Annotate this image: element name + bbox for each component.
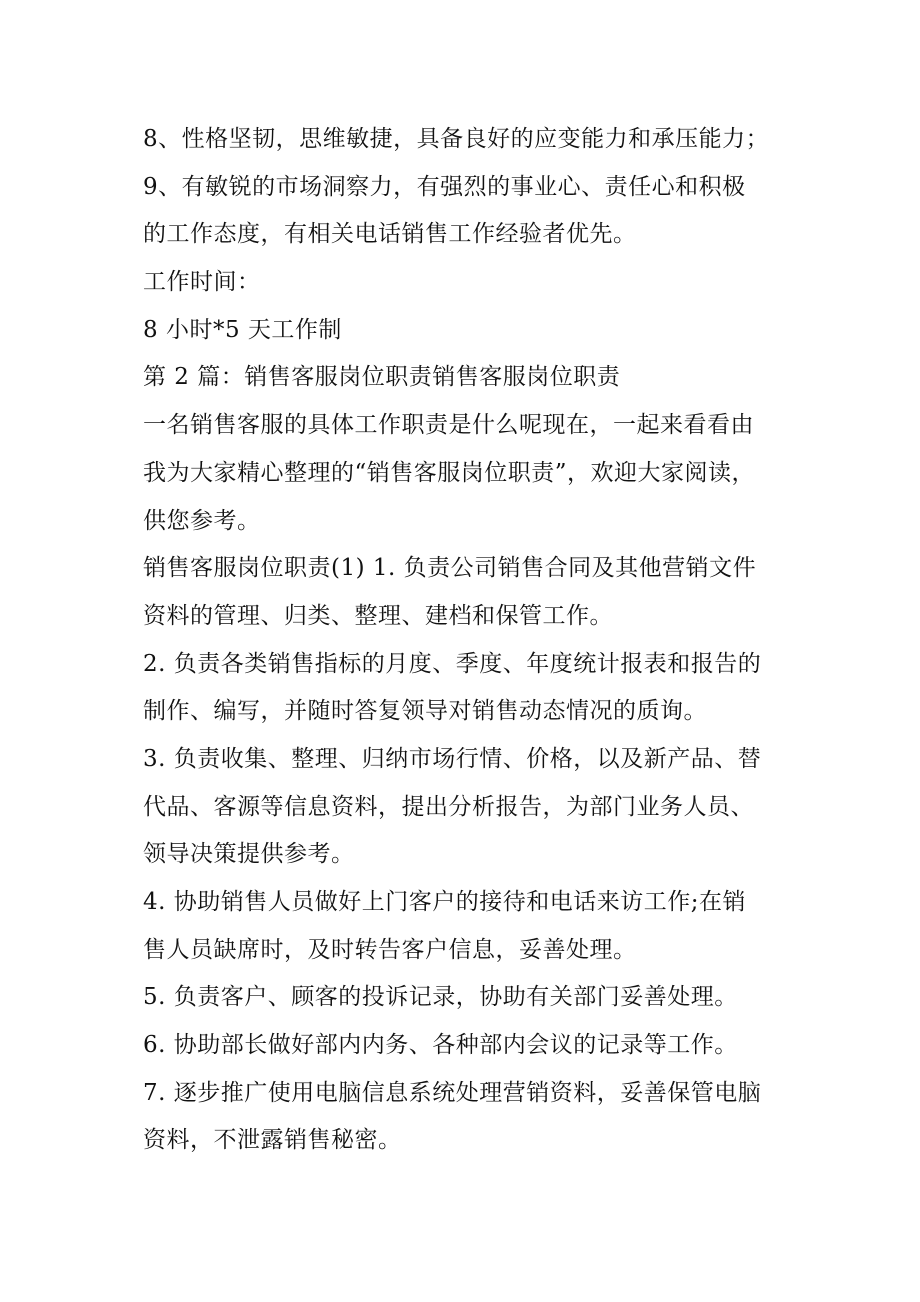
text-line: 8 小时*5 天工作制 bbox=[143, 316, 342, 343]
text-line: 资料的管理、归类、整理、建档和保管工作。 bbox=[143, 602, 613, 629]
text-line: 6. 协助部长做好部内内务、各种部内会议的记录等工作。 bbox=[143, 1032, 738, 1059]
text-line: 2. 负责各类销售指标的月度、季度、年度统计报表和报告的 bbox=[143, 650, 762, 677]
text-line: 我为大家精心整理的“销售客服岗位职责”，欢迎大家阅读， bbox=[143, 459, 756, 486]
text-line: 8、性格坚韧，思维敏捷，具备良好的应变能力和承压能力； bbox=[143, 126, 770, 152]
section-heading: 第 2 篇：销售客服岗位职责销售客服岗位职责 bbox=[143, 364, 621, 391]
text-line: 9、有敏锐的市场洞察力，有强烈的事业心、责任心和积极 bbox=[143, 173, 746, 200]
text-line: 5. 负责客户、顾客的投诉记录，协助有关部门妥善处理。 bbox=[143, 984, 738, 1011]
text-line: 供您参考。 bbox=[143, 507, 261, 534]
text-line: 一名销售客服的具体工作职责是什么呢现在，一起来看看由 bbox=[143, 412, 754, 439]
text-line: 3. 负责收集、整理、归纳市场行情、价格，以及新产品、替 bbox=[143, 745, 762, 772]
text-line: 7. 逐步推广使用电脑信息系统处理营销资料，妥善保管电脑 bbox=[143, 1079, 762, 1106]
text-line: 售人员缺席时，及时转告客户信息，妥善处理。 bbox=[143, 936, 637, 963]
text-line: 资料，不泄露销售秘密。 bbox=[143, 1127, 402, 1154]
text-line: 代品、客源等信息资料，提出分析报告，为部门业务人员、 bbox=[143, 793, 754, 820]
text-line: 的工作态度，有相关电话销售工作经验者优先。 bbox=[143, 221, 637, 248]
text-line: 工作时间： bbox=[143, 269, 261, 296]
text-line: 4. 协助销售人员做好上门客户的接待和电话来访工作;在销 bbox=[143, 889, 747, 915]
text-line: 领导决策提供参考。 bbox=[143, 841, 355, 868]
text-line: 制作、编写，并随时答复领导对销售动态情况的质询。 bbox=[143, 698, 707, 725]
text-line: 销售客服岗位职责(1) 1. 负责公司销售合同及其他营销文件 bbox=[143, 555, 757, 582]
document-body bbox=[143, 116, 803, 1165]
